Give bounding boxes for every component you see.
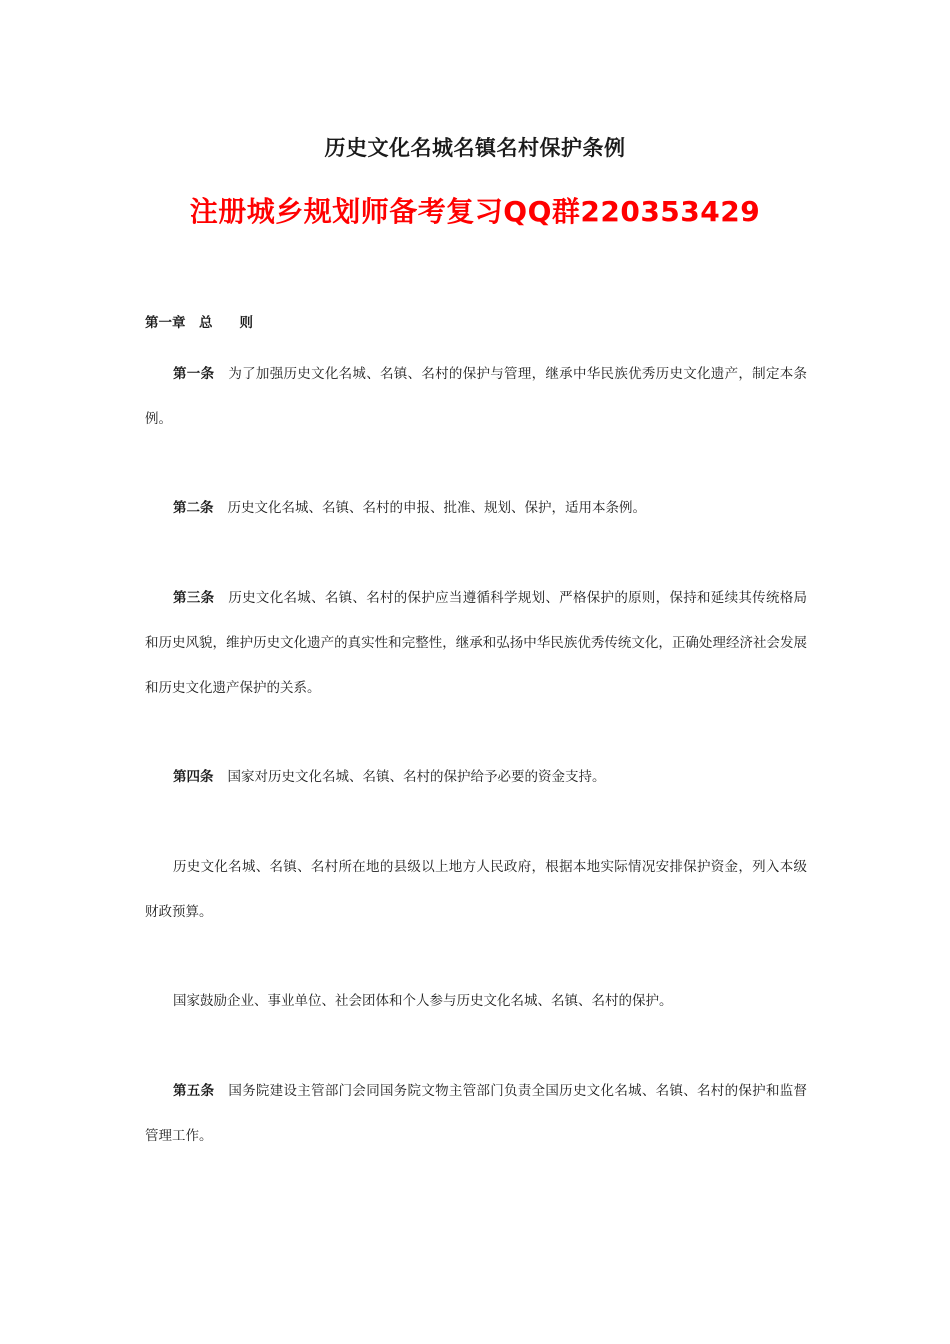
article-text: 历史文化名城、名镇、名村的申报、批准、规划、保护，适用本条例。 — [227, 500, 646, 516]
article-label: 第三条 — [173, 590, 215, 606]
article-text: 为了加强历史文化名城、名镇、名村的保护与管理，继承中华民族优秀历史文化遗产，制定本条例。 — [145, 366, 808, 427]
article-text: 历史文化名城、名镇、名村的保护应当遵循科学规划、严格保护的原则，保持和延续其传统格局和历史风貌，维护历史文化遗产的真实性和完整性，继承和弘扬中华民族优秀传统文化，正确处理经济社会发展和历史文化遗产保护的关系。 — [145, 590, 808, 696]
article-text: 国务院建设主管部门会同国务院文物主管部门负责全国历史文化名城、名镇、名村的保护和监督管理工作。 — [145, 1083, 808, 1144]
article-5 — [145, 1069, 807, 1159]
article-4-paragraph-2 — [145, 845, 807, 935]
article-4-paragraph-3 — [145, 979, 807, 1024]
article-label: 第五条 — [173, 1083, 215, 1099]
article-text: 历史文化名城、名镇、名村所在地的县级以上地方人民政府，根据本地实际情况安排保护资金，列入本级财政预算。 — [145, 859, 807, 920]
article-label: 第四条 — [173, 769, 214, 785]
article-label: 第一条 — [173, 366, 215, 382]
article-text: 国家鼓励企业、事业单位、社会团体和个人参与历史文化名城、名镇、名村的保护。 — [173, 993, 673, 1009]
article-3 — [145, 576, 807, 711]
article-label: 第二条 — [173, 500, 214, 516]
study-group-banner: 注册城乡规划师备考复习QQ群220353429 — [189, 195, 761, 228]
document-title: 历史文化名城名镇名村保护条例 — [324, 135, 626, 160]
article-4 — [145, 755, 807, 800]
article-2 — [145, 486, 807, 531]
article-1 — [145, 352, 807, 442]
article-text: 国家对历史文化名城、名镇、名村的保护给予必要的资金支持。 — [227, 769, 606, 785]
chapter-heading: 第一章 总 则 — [145, 315, 253, 331]
